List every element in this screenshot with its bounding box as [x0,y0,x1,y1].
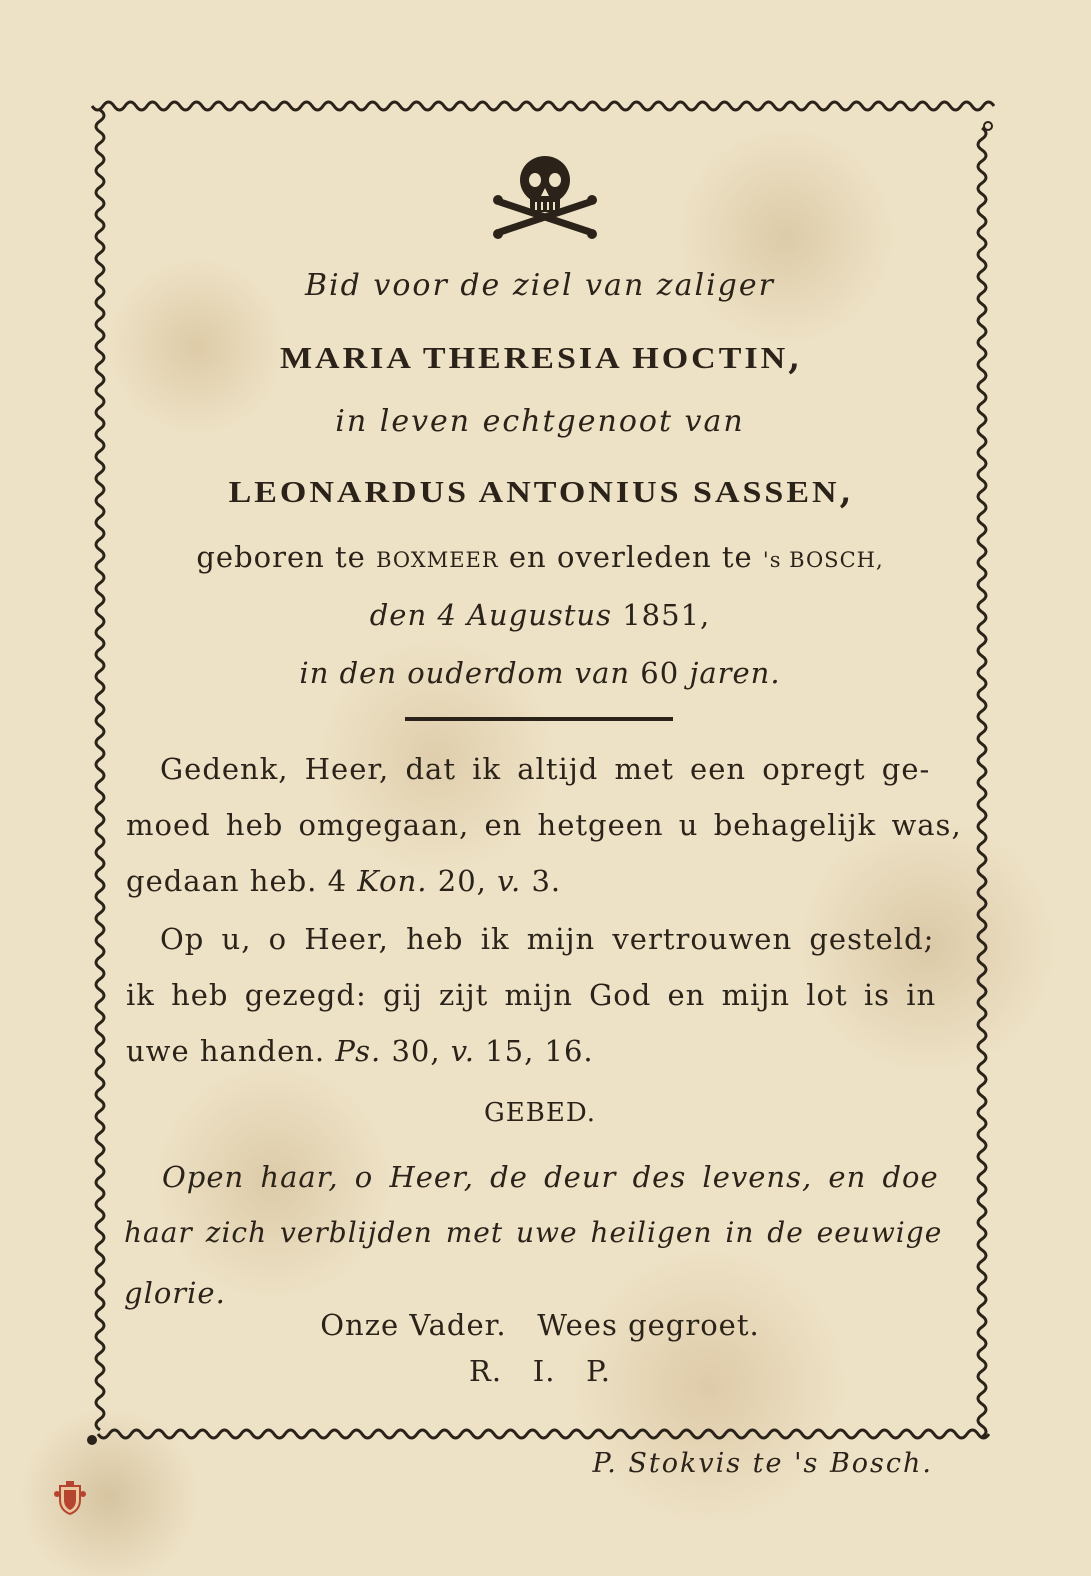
border-corner-dot [984,122,992,130]
birth-text: geboren te [196,540,366,574]
verse1-line3 [126,864,561,898]
birth-death-line [95,540,985,574]
heading: Bid voor de ziel van zaliger [305,268,775,303]
comma: , [839,472,852,512]
date-prefix: den 4 [369,598,457,632]
date-month: Augustus [467,598,612,632]
spouse-name: LEONARDUS ANTONIUS SASSEN [228,475,840,510]
deceased-name-line [95,338,985,378]
verse1-line1: Gedenk, Heer, dat ik altijd met een opregt ge- [160,752,931,786]
age-value: 60 [640,656,680,690]
prayer-line3: glorie. [124,1276,226,1310]
border-top [92,102,994,110]
prayer-line1: Open haar, o Heer, de deur des levens, en doe [162,1160,939,1194]
verse1-verse: 3. [531,864,562,898]
border-right [978,128,986,1437]
verse2-line3 [126,1034,594,1068]
divider-rule [405,717,673,721]
age-prefix: in den ouderdom van [299,656,631,690]
verse2-line1: Op u, o Heer, heb ik mijn vertrouwen gesteld; [160,922,935,956]
date-line [95,598,985,632]
comma: , [788,338,801,378]
verse1-v: v. [497,864,522,898]
date-year: 1851, [622,598,711,632]
prayer-line2: haar zich verblijden met uwe heiligen in de eeuwige [124,1216,943,1249]
spouse-name-line [95,472,985,512]
verse2-line2: ik heb gezegd: gij zijt mijn God en mijn lot is in [126,978,937,1012]
verse1-chapter: 20, [437,864,487,898]
printer-imprint: P. Stokvis te 's Bosch. [592,1448,933,1479]
border-bottom [98,1430,989,1438]
rip: R. I. P. [469,1354,611,1388]
verse2-v: v. [450,1034,475,1068]
birth-place: BOXMEER [376,548,499,572]
verse1-text: gedaan heb. 4 [126,864,348,898]
closing-prayers: Onze Vader. Wees gegroet. [320,1308,760,1342]
verse2-book: Ps. [335,1034,382,1068]
border-corner-dot [87,1435,97,1445]
death-text: en overleden te [508,540,753,574]
spouse-intro: in leven echtgenoot van [335,404,745,439]
verse2-chapter: 30, [391,1034,441,1068]
skull-crossbones-icon [490,150,600,242]
heraldic-seal-icon [52,1480,88,1516]
verse1-book: Kon. [357,864,428,898]
deceased-name: MARIA THERESIA HOCTIN [279,341,789,376]
verse2-text: uwe handen. [126,1034,326,1068]
age-line [95,656,985,690]
border-left [96,110,104,1430]
verse1-line2: moed heb omgegaan, en hetgeen u behagelijk was, [126,808,962,842]
prayer-title: GEBED. [483,1098,597,1128]
verse2-verse: 15, 16. [485,1034,594,1068]
death-place: 's BOSCH, [762,548,884,572]
age-suffix: jaren. [689,656,781,690]
